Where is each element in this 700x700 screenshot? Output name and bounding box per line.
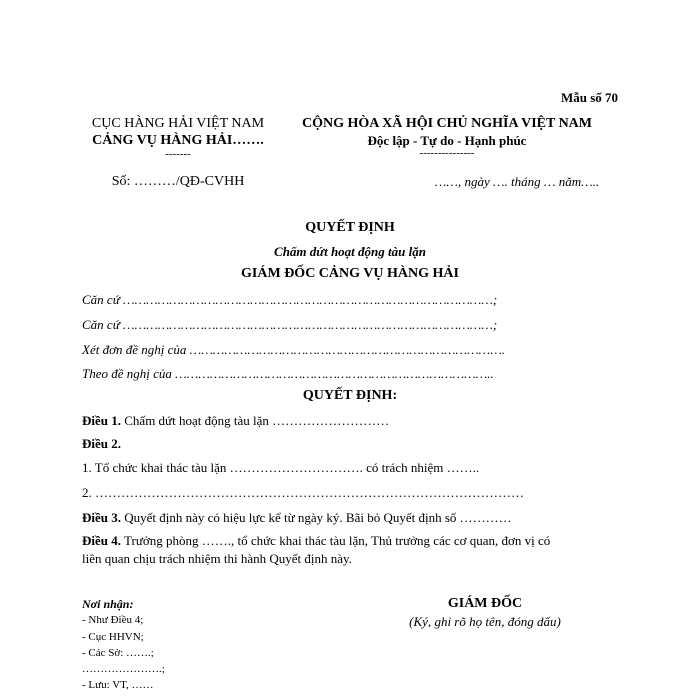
document-number: Số: ………/QĐ-CVHH <box>111 174 245 189</box>
port-authority-name: CẢNG VỤ HÀNG HẢI……. <box>92 133 264 148</box>
recipient-item: - Cục HHVN; <box>82 631 144 643</box>
recipient-item: - Như Điều 4; <box>82 614 144 626</box>
article-1-text: Chấm dứt hoạt động tàu lặn ……………………… <box>124 413 390 428</box>
article-1-label: Điều 1. <box>82 413 121 428</box>
article-2-item-2: 2. ……………………………………………………………………………………… <box>82 485 524 500</box>
decision-heading: QUYẾT ĐỊNH <box>305 220 395 235</box>
basis-line-4: Theo đề nghị của ……………………………………………………………………….. <box>82 366 494 381</box>
basis-line-2: Căn cứ ……………………………………………………………………………………; <box>82 317 498 332</box>
article-3-text: Quyết định này có hiệu lực kể từ ngày ký. Bãi bỏ Quyết định số ………… <box>124 510 512 525</box>
article-4-label: Điều 4. <box>82 533 121 548</box>
article-2-label: Điều 2. <box>82 436 121 451</box>
decision-subject: Chấm dứt hoạt động tàu lặn <box>274 244 426 259</box>
date-line: ……, ngày …. tháng … năm….. <box>434 174 600 189</box>
article-4-text: Trưởng phòng ……., tổ chức khai thác tàu lặn, Thủ trưởng các cơ quan, đơn vị có <box>124 533 551 548</box>
recipients-heading: Nơi nhận: <box>82 597 134 611</box>
article-1 <box>82 413 389 429</box>
article-3 <box>82 510 512 526</box>
national-motto: Độc lập - Tự do - Hạnh phúc <box>367 133 527 148</box>
left-header-rule: ------- <box>165 148 191 160</box>
basis-line-1: Căn cứ ……………………………………………………………………………………; <box>82 292 498 307</box>
decides-heading: QUYẾT ĐỊNH: <box>302 388 398 403</box>
right-header-rule: --------------- <box>419 147 475 159</box>
issuing-authority: GIÁM ĐỐC CẢNG VỤ HÀNG HẢI <box>241 266 459 281</box>
country-name: CỘNG HÒA XÃ HỘI CHỦ NGHĨA VIỆT NAM <box>301 116 592 131</box>
signature-note: (Ký, ghi rõ họ tên, đóng dấu) <box>409 614 561 629</box>
article-4-continuation: liên quan chịu trách nhiệm thi hành Quyết định này. <box>82 551 352 566</box>
recipient-item: ………………….; <box>82 663 165 675</box>
form-number: Mẫu số 70 <box>560 90 618 105</box>
article-3-label: Điều 3. <box>82 510 121 525</box>
signature-title: GIÁM ĐỐC <box>447 596 523 611</box>
article-2-item-1: 1. Tổ chức khai thác tàu lặn …………………………. có trách nhiệm …….. <box>82 460 480 475</box>
basis-line-3: Xét đơn đề nghị của ………………………………………………………………………. <box>82 342 506 357</box>
agency-name: CỤC HÀNG HẢI VIỆT NAM <box>91 116 265 131</box>
recipient-item: - Lưu: VT, …… <box>82 679 154 691</box>
article-4 <box>82 533 550 549</box>
recipient-item: - Các Sở: …….; <box>82 647 154 659</box>
